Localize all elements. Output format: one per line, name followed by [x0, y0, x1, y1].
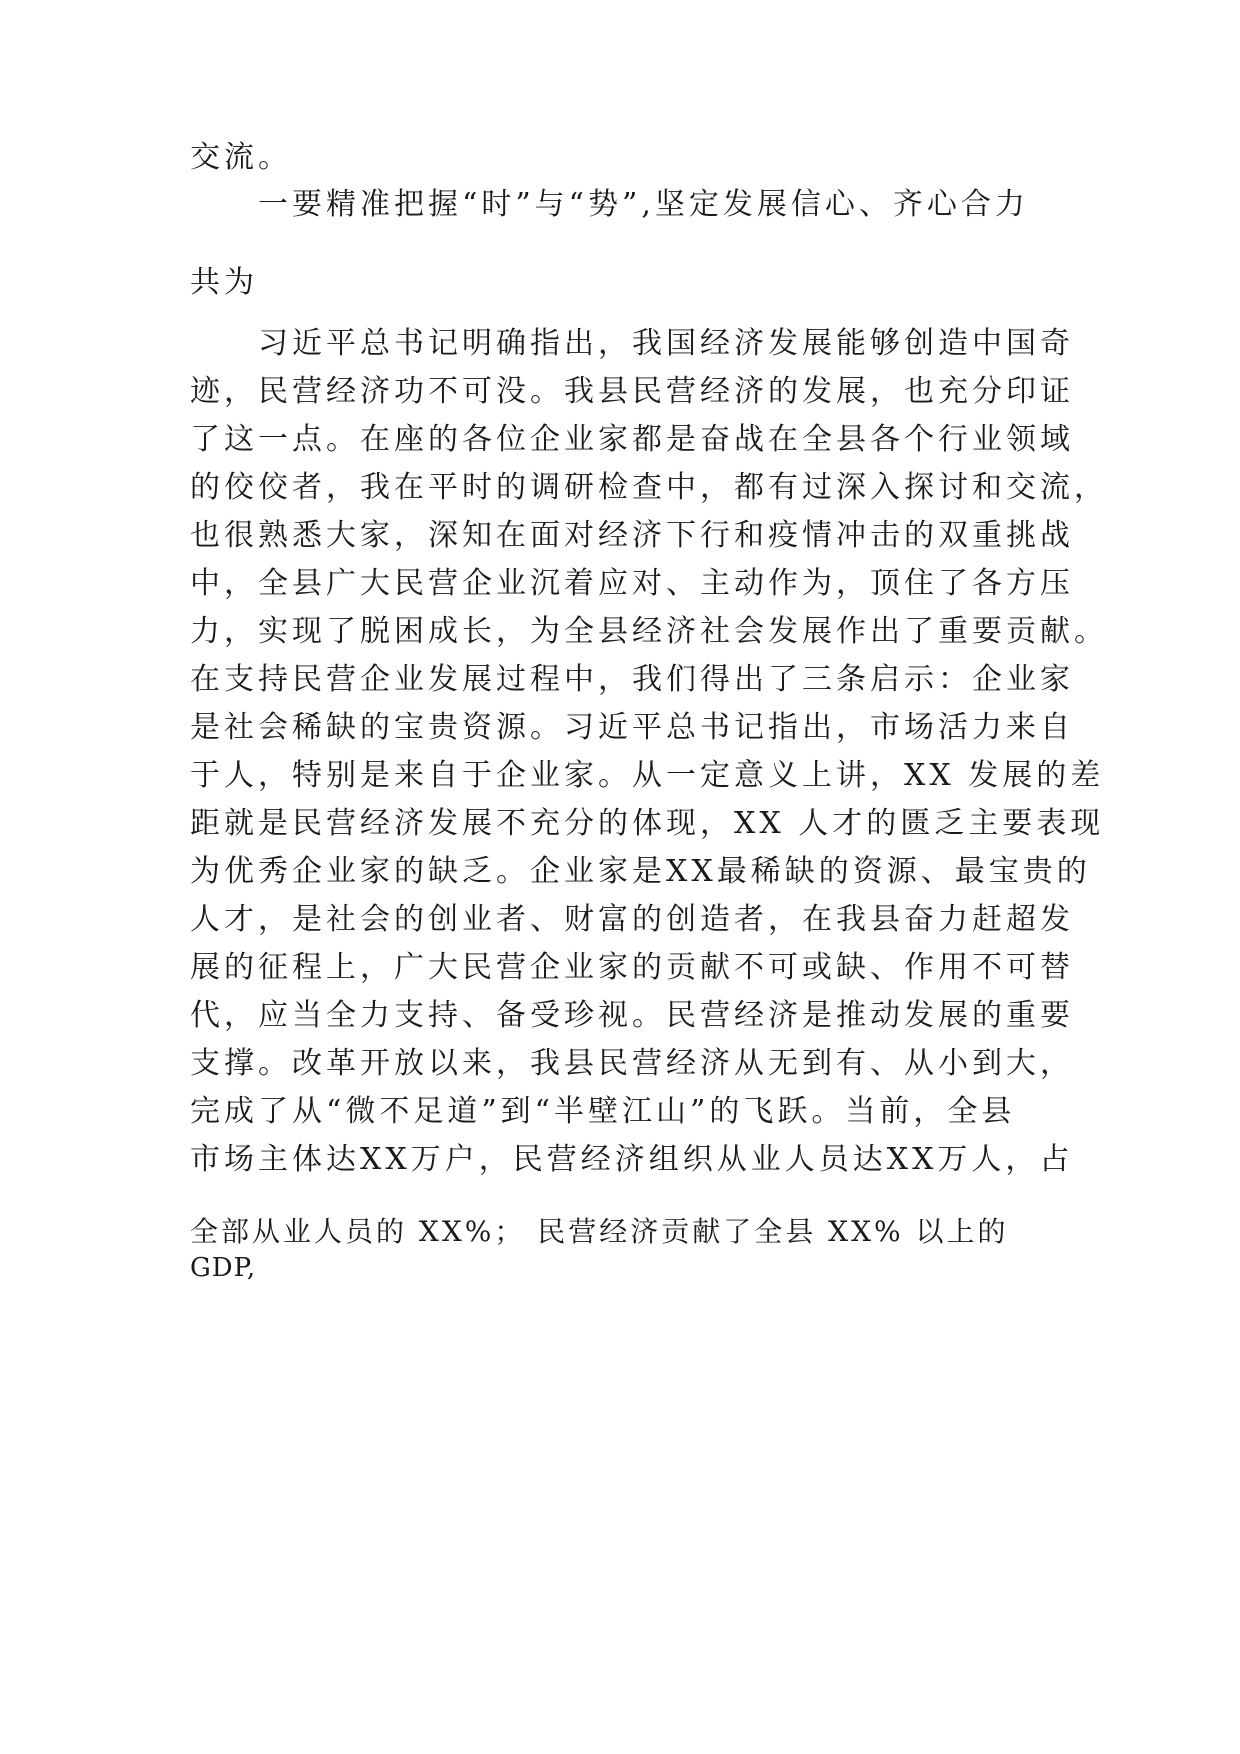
paragraph-line-7: 力，实现了脱困成长，为全县经济社会发展作出了重要贡献。	[190, 614, 1108, 649]
paragraph-line-11: 距就是民营经济发展不充分的体现，XX 人才的匮乏主要表现	[190, 806, 1105, 841]
paragraph-line-2: 迹，民营经济功不可没。我县民营经济的发展，也充分印证	[190, 374, 1074, 409]
paragraph-line-5: 也很熟悉大家，深知在面对经济下行和疫情冲击的双重挑战	[190, 518, 1074, 553]
paragraph-line-13: 人才，是社会的创业者、财富的创造者，在我县奋力赶超发	[190, 902, 1074, 937]
paragraph-line-3: 了这一点。在座的各位企业家都是奋战在全县各个行业领域	[190, 422, 1074, 457]
paragraph-line-4: 的佼佼者，我在平时的调研检查中，都有过深入探讨和交流，	[190, 470, 1108, 505]
paragraph-line-16: 支撑。改革开放以来，我县民营经济从无到有、从小到大，	[190, 1046, 1074, 1081]
paragraph-line-15: 代，应当全力支持、备受珍视。民营经济是推动发展的重要	[190, 998, 1074, 1033]
paragraph-line-19: 全部从业人员的 XX%； 民营经济贡献了全县 XX% 以上的	[190, 1215, 1009, 1248]
paragraph-line-9: 是社会稀缺的宝贵资源。习近平总书记指出，市场活力来自	[190, 710, 1074, 745]
paragraph-line-17: 完成了从“微不足道”到“半壁江山”的飞跃。当前，全县	[190, 1094, 1016, 1129]
paragraph-line-6: 中，全县广大民营企业沉着应对、主动作为，顶住了各方压	[190, 566, 1074, 601]
paragraph-line-8: 在支持民营企业发展过程中，我们得出了三条启示：企业家	[190, 662, 1074, 697]
paragraph-line-10: 于人，特别是来自于企业家。从一定意义上讲，XX 发展的差	[190, 758, 1105, 793]
paragraph-line-14: 展的征程上，广大民营企业家的贡献不可或缺、作用不可替	[190, 950, 1074, 985]
paragraph-line-12: 为优秀企业家的缺乏。企业家是XX最稀缺的资源、最宝贵的	[190, 854, 1091, 889]
text-line-1: 交流。	[190, 140, 292, 175]
paragraph-line-20: GDP,	[190, 1253, 257, 1283]
paragraph-line-18: 市场主体达XX万户，民营经济组织从业人员达XX万人，占	[190, 1142, 1074, 1177]
paragraph-line-1: 习近平总书记明确指出，我国经济发展能够创造中国奇	[258, 326, 1074, 361]
section-heading-line-2: 共为	[190, 265, 258, 300]
section-heading-line-1: 一要精准把握“时”与“势”,坚定发展信心、齐心合力	[258, 187, 1029, 222]
